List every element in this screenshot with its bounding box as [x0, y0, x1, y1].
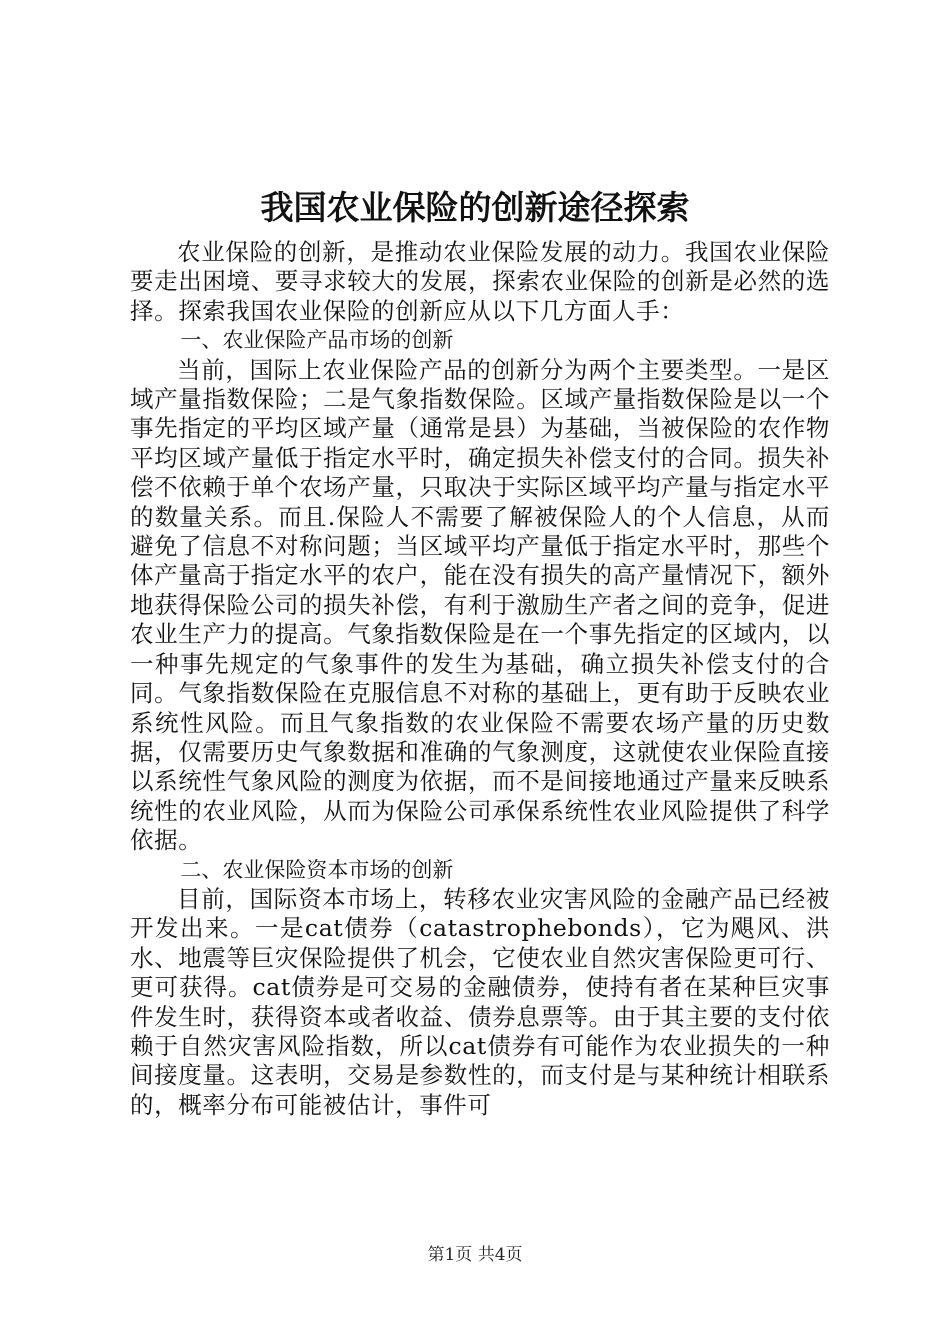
- section-heading-2: 二、农业保险资本市场的创新: [180, 857, 454, 882]
- section-paragraph-2: 目前，国际资本市场上，转移农业灾害风险的金融产品已经被开发出来。一是cat债券（catastrophebonds），它为飓风、洪水、地震等巨灾保险提供了机会，它使农业自然灾害保险更可行、更可获得。cat债券是可交易的金融债券，使持有者在某种巨灾事件发生时，获得资本或者收益、债券息票等。由于其主要的支付依赖于自然灾害风险指数，所以cat债券有可能作为农业损失的一种间接度量。这表明，交易是参数性的，而支付是与某种统计相联系的，概率分布可能被估计，事件可: [130, 884, 830, 1119]
- document-title: 我国农业保险的创新途径探索: [260, 188, 690, 227]
- document-body: [130, 238, 830, 1120]
- section-paragraph-1: 当前，国际上农业保险产品的创新分为两个主要类型。一是区域产量指数保险；二是气象指数保险。区域产量指数保险是以一个事先指定的平均区域产量（通常是县）为基础，当被保险的农作物平均区域产量低于指定水平时，确定损失补偿支付的合同。损失补偿不依赖于单个农场产量，只取决于实际区域平均产量与指定水平的数量关系。而且.保险人不需要了解被保险人的个人信息，从而避免了信息不对称问题；当区域平均产量低于指定水平时，那些个体产量高于指定水平的农户，能在没有损失的高产量情况下，额外地获得保险公司的损失补偿，有利于激励生产者之间的竞争，促进农业生产力的提高。气象指数保险是在一个事先指定的区域内，以一种事先规定的气象事件的发生为基础，确立损失补偿支付的合同。气象指数保险在克服信息不对称的基础上，更有助于反映农业系统性风险。而且气象指数的农业保险不需要农场产量的历史数据，仅需要历史气象数据和准确的气象测度，这就使农业保险直接以系统性气象风险的测度为依据，而不是间接地通过产量来反映系统性的农业风险，从而为保险公司承保系统性农业风险提供了科学依据。: [130, 355, 830, 855]
- section-heading-1: 一、农业保险产品市场的创新: [180, 328, 454, 353]
- intro-paragraph: 农业保险的创新，是推动农业保险发展的动力。我国农业保险要走出困境、要寻求较大的发展，探索农业保险的创新是必然的选择。探索我国农业保险的创新应从以下几方面人手：: [130, 238, 830, 325]
- page-number-footer: 第1页 共4页: [427, 1245, 523, 1265]
